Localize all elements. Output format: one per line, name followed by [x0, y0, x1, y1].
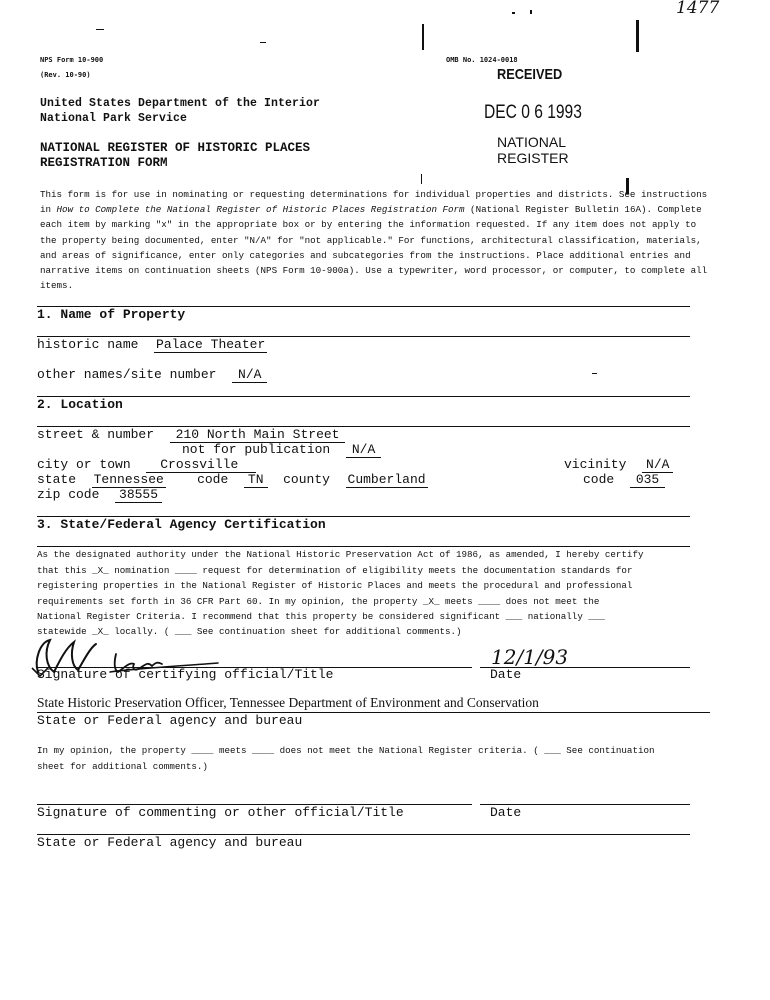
street-value[interactable]: 210 North Main Street — [170, 427, 346, 443]
received-stamp: RECEIVED — [497, 66, 563, 83]
street-label: street & number — [37, 427, 155, 442]
county-code-value[interactable]: 035 — [630, 472, 665, 488]
statewide-mark[interactable]: _X_ — [92, 626, 109, 637]
commenting-signature-label: Signature of commenting or other official/Title — [37, 805, 404, 820]
instructions-text-a: This form is for use in nominating or requesting determinations for individual properties and districts. See instructions in — [40, 189, 708, 216]
handwritten-page-number: 1477 — [676, 0, 720, 18]
certification-line-3: registering properties in the National Register of Historic Places and meets the procedural and professional — [37, 580, 633, 591]
state-value[interactable]: Tennessee — [93, 472, 164, 487]
historic-name-value[interactable]: Palace Theater — [156, 337, 266, 352]
instructions-text-b: (National Register Bulletin 16A). Complete each item by marking "x" in the appropriate box or by entering the information requested. If any item does not apply to the property being documented, enter "N/A" for "not applicable." For functions, architectural classification, materials, and areas of significance, enter only categories and subcategories from the instructions. Place additional entries and narrative items on continuation sheets (NPS Form 10-900a). Use a typewriter, word processor, or computer, to complete all items. — [40, 204, 708, 292]
official-title: State Historic Preservation Officer, Tennessee Department of Environment and Conservation — [37, 695, 539, 710]
commenting-date-label: Date — [490, 805, 522, 820]
cert-text: locally. ( ___ See continuation sheet for additional comments.) — [108, 626, 462, 637]
received-date: DEC 0 6 1993 — [484, 102, 582, 123]
state-code-value[interactable]: TN — [244, 472, 268, 488]
vicinity-row — [564, 457, 673, 473]
stray-mark — [422, 24, 424, 50]
county-code-row — [583, 472, 665, 488]
omb-number: OMB No. 1024-0018 — [446, 56, 518, 64]
certification-line-1: As the designated authority under the National Historic Preservation Act of 1986, as amended, I hereby certify — [37, 549, 644, 560]
form-revision: (Rev. 10-90) — [40, 71, 91, 79]
agency-line-2: National Park Service — [40, 112, 188, 125]
section-2-heading: 2. Location — [37, 397, 123, 412]
stray-mark — [421, 174, 422, 184]
vicinity-value[interactable]: N/A — [642, 457, 673, 473]
instructions-bulletin-title: How to Complete the National Register of Historic Places Registration Form — [56, 204, 465, 216]
certification-line-2 — [37, 565, 632, 576]
cert-text: nomination ____ request for determination of eligibility meets the documentation standards for — [108, 565, 633, 576]
city-row — [37, 457, 256, 473]
section-1-heading: 1. Name of Property — [37, 307, 186, 322]
stray-mark — [512, 12, 515, 14]
state-row — [37, 472, 428, 488]
not-for-publication-row — [182, 442, 381, 458]
opinion-line-2: sheet for additional comments.) — [37, 761, 208, 772]
commenting-agency-label: State or Federal agency and bureau — [37, 835, 303, 850]
form-title-line-2: REGISTRATION FORM — [40, 156, 168, 170]
rule — [37, 396, 690, 397]
stray-mark — [260, 42, 266, 43]
not-for-publication-label: not for publication — [182, 442, 331, 457]
stray-mark — [636, 20, 639, 52]
nomination-mark[interactable]: _X_ — [92, 565, 109, 576]
zip-value[interactable]: 38555 — [115, 487, 162, 503]
section-3-heading: 3. State/Federal Agency Certification — [37, 517, 326, 532]
stray-mark — [530, 10, 532, 14]
stray-mark — [96, 29, 104, 30]
state-code-label: code — [197, 472, 229, 487]
vicinity-label: vicinity — [564, 457, 627, 472]
agency-line-1: United States Department of the Interior — [40, 97, 321, 110]
form-number: NPS Form 10-900 — [40, 56, 104, 64]
instructions-paragraph — [40, 187, 716, 293]
stray-mark — [592, 373, 597, 374]
other-names-label: other names/site number — [37, 367, 217, 382]
received-line-register: REGISTER — [497, 150, 569, 166]
not-for-publication-value[interactable]: N/A — [346, 442, 381, 458]
cert-text: requirements set forth in 36 CFR Part 60. In my opinion, the property — [37, 596, 423, 607]
county-label: county — [283, 472, 330, 487]
state-label: state — [37, 472, 77, 487]
received-line-national: NATIONAL — [497, 134, 566, 150]
historic-name-row — [37, 337, 267, 353]
certification-line-4 — [37, 596, 599, 607]
form-title-line-1: NATIONAL REGISTER OF HISTORIC PLACES — [40, 141, 311, 155]
meets-mark[interactable]: _X_ — [422, 596, 440, 607]
certification-line-5: National Register Criteria. I recommend that this property be considered significant ___ nationally ___ — [37, 611, 605, 622]
rule — [37, 546, 690, 547]
cert-text: that this — [37, 565, 93, 576]
zip-row — [37, 487, 162, 503]
cert-text: statewide — [37, 626, 93, 637]
zip-label: zip code — [37, 487, 100, 502]
city-value[interactable]: Crossville — [146, 457, 256, 473]
certifying-agency-label: State or Federal agency and bureau — [37, 713, 303, 728]
county-value[interactable]: Cumberland — [347, 472, 426, 487]
city-label: city or town — [37, 457, 131, 472]
county-code-label: code — [583, 472, 615, 487]
certifying-date-label: Date — [490, 667, 522, 682]
other-names-row — [37, 367, 267, 383]
cert-text: meets ____ does not meet the — [439, 596, 600, 607]
certifying-signature-label: Signature of certifying official/Title — [37, 667, 334, 682]
street-row — [37, 427, 345, 443]
handwritten-date: 12/1/93 — [491, 645, 569, 669]
opinion-line-1: In my opinion, the property ____ meets ____ does not meet the National Register criteria. ( ___ See continuation — [37, 745, 655, 756]
historic-name-label: historic name — [37, 337, 139, 352]
other-names-value[interactable]: N/A — [232, 367, 267, 383]
